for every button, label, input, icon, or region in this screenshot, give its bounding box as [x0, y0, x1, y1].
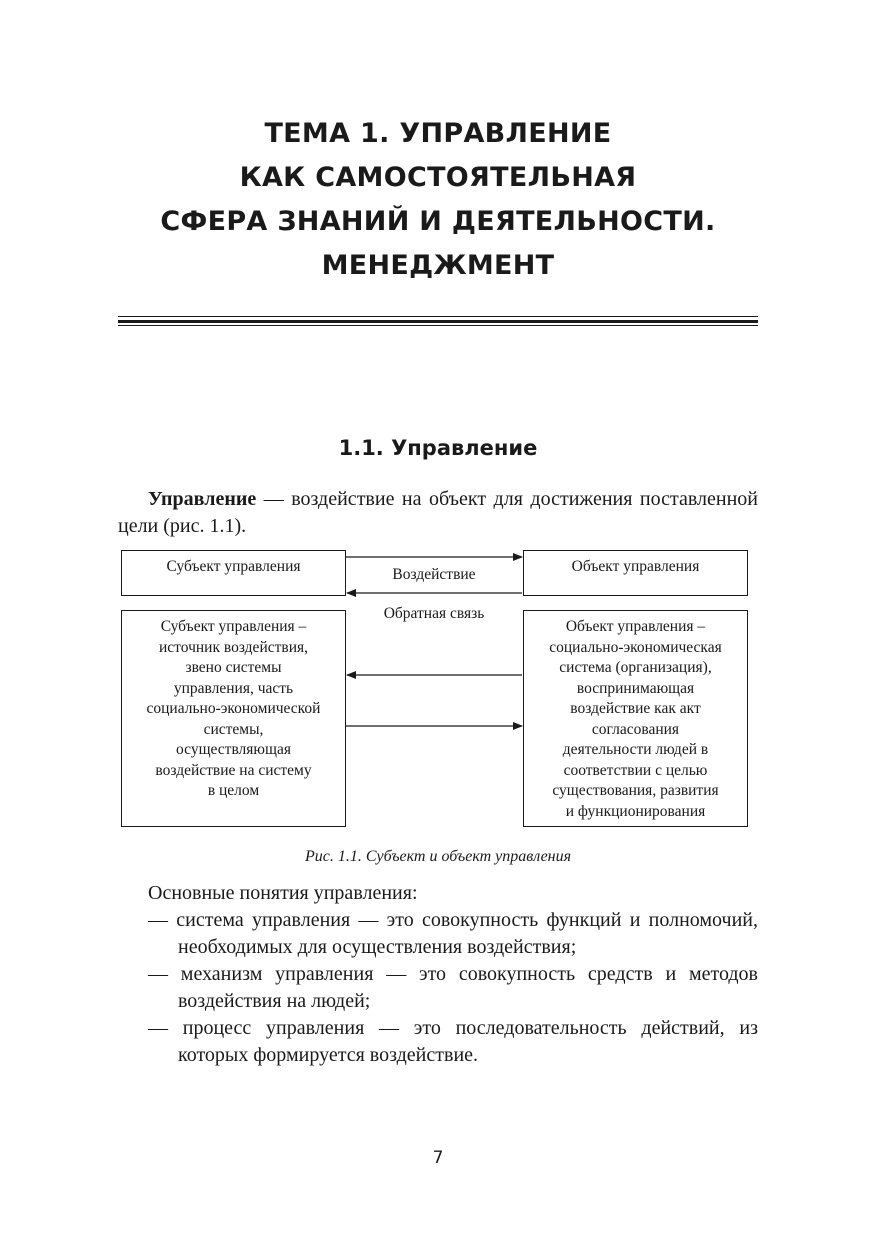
chapter-title-line-2: КАК САМОСТОЯТЕЛЬНАЯ [239, 162, 637, 193]
object-line-9: существования, развития [552, 782, 719, 799]
object-line-10: и функционирования [565, 802, 706, 820]
subject-description-box [121, 610, 346, 827]
concepts-list [118, 907, 758, 1069]
object-line-6: согласования [591, 720, 680, 738]
section-title: 1.1. Управление [338, 436, 538, 460]
figure-caption: Рис. 1.1. Субъект и объект управления [304, 848, 572, 865]
subject-line-2: источник воздействия, [158, 638, 309, 656]
title-divider-thin-top [118, 316, 758, 317]
subject-header-box [121, 550, 346, 596]
subject-line-7: осуществляющая [176, 741, 291, 758]
subject-header-label: Субъект управления [166, 558, 301, 575]
intro-paragraph [118, 486, 758, 540]
subject-line-8: воздействие на систему [155, 761, 312, 779]
object-line-3: система (организация), [559, 659, 712, 676]
impact-label: Воздействие [392, 566, 476, 583]
subject-line-6: системы, [203, 720, 264, 738]
chapter-title-line-4: МЕНЕДЖМЕНТ [321, 250, 555, 281]
title-divider-thick [118, 320, 758, 323]
object-line-5: воздействие как акт [570, 700, 701, 717]
intro-text: — воздействие на объект для достижения поставленной цели (рис. 1.1). [118, 488, 758, 537]
chapter-title-line-3: СФЕРА ЗНАНИЙ И ДЕЯТЕЛЬНОСТИ. [160, 206, 716, 237]
page-number: 7 [432, 1148, 444, 1168]
chapter-title [118, 112, 758, 288]
list-item: — система управления — это совокупность функций и полномочий, необходимых для осуществления воздействия; [148, 909, 758, 958]
subject-line-9: в целом [207, 782, 260, 799]
object-header-box [523, 550, 748, 596]
subject-line-4: управления, часть [173, 679, 294, 697]
chapter-title-line-1: ТЕМА 1. УПРАВЛЕНИЕ [264, 118, 612, 149]
object-description-box [523, 610, 748, 827]
concepts-heading: Основные понятия управления: [148, 882, 418, 904]
title-divider-thin-bottom [118, 325, 758, 326]
feedback-label: Обратная связь [383, 605, 485, 622]
object-line-4: воспринимающая [576, 679, 695, 697]
object-line-8: соответствии с целью [563, 761, 708, 779]
object-line-7: деятельности людей в [562, 741, 709, 758]
object-line-2: социально-экономическая [549, 638, 722, 656]
subject-line-5: социально-экономической [146, 700, 321, 717]
subject-line-3: звено системы [185, 659, 282, 676]
subject-line-1: Субъект управления – [160, 618, 307, 635]
object-header-label: Объект управления [571, 558, 700, 575]
object-line-1: Объект управления – [565, 618, 706, 635]
list-item: — механизм управления — это совокупность средств и методов воздействия на людей; [148, 963, 758, 1012]
intro-term: Управление [148, 488, 257, 510]
list-item: — процесс управления — это последовательность действий, из которых формируется воздействие. [148, 1017, 758, 1066]
